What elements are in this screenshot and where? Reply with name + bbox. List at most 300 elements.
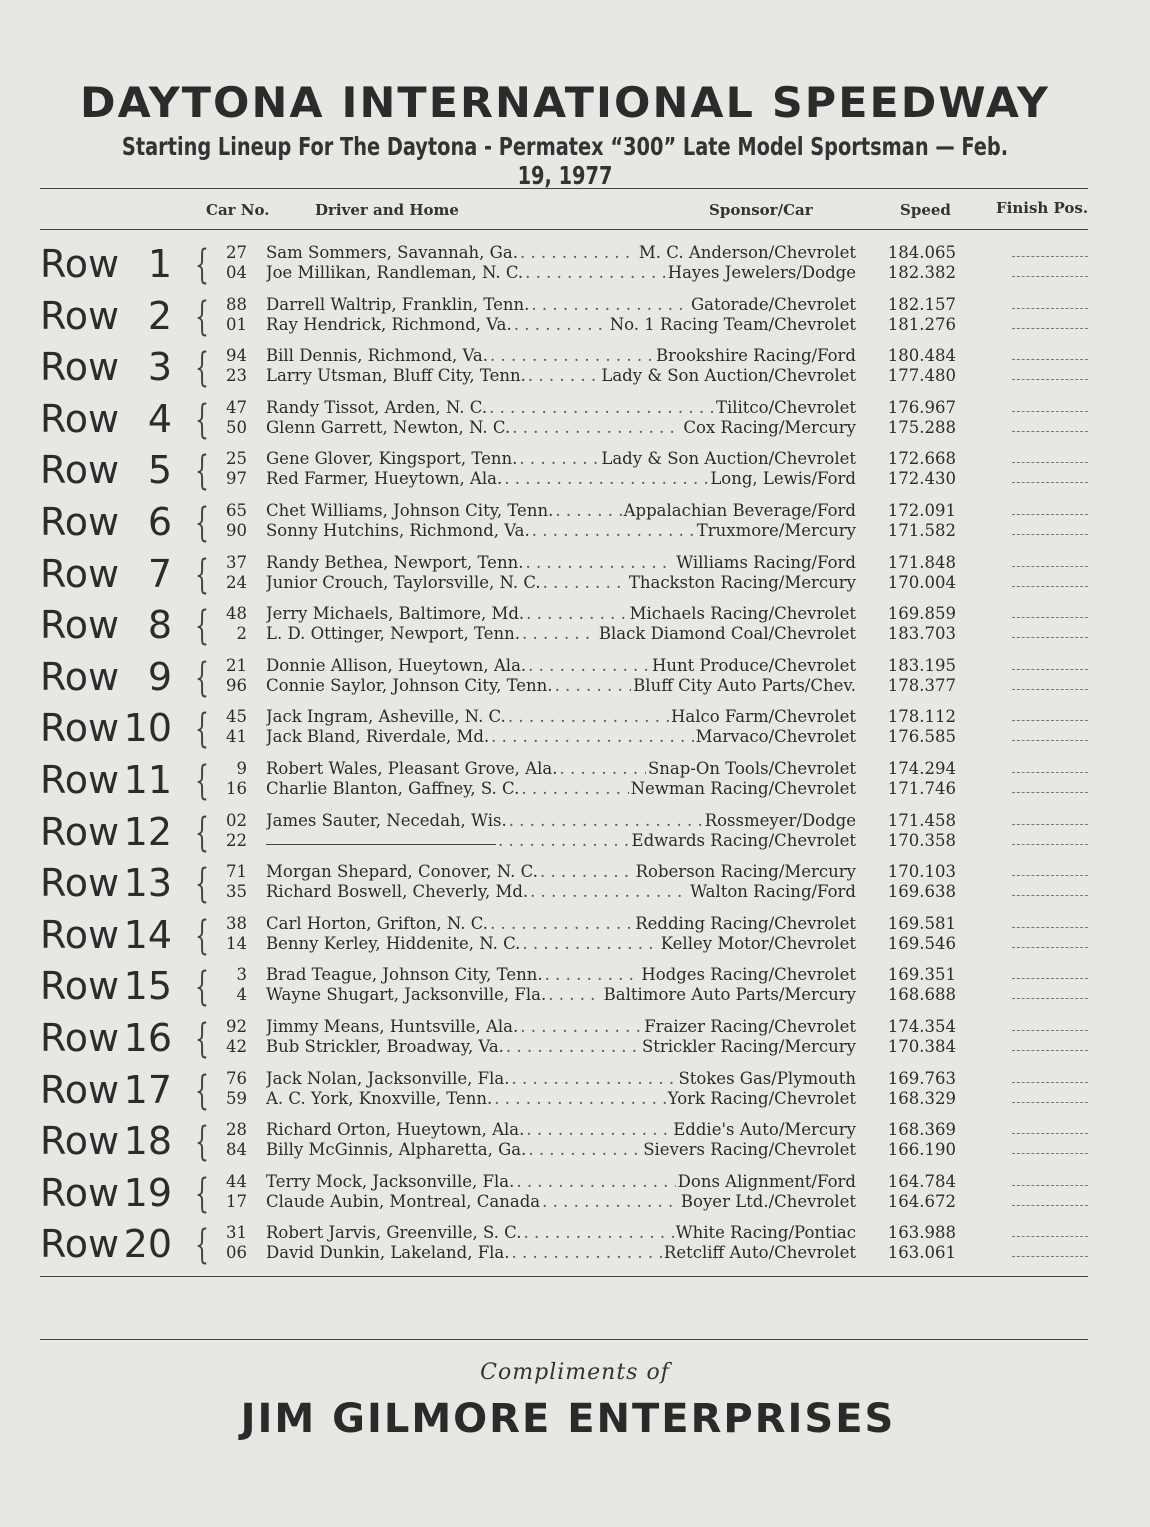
qualifying-speed: 174.354 [887,1016,956,1036]
sponsor-car: Walton Racing/Ford [690,882,856,902]
car-number: 27 [226,243,247,262]
qualifying-speed: 170.358 [887,830,956,850]
sponsor-name: JIM GILMORE ENTERPRISES [240,1396,896,1442]
driver-sponsor-line [266,810,856,831]
row-label [40,499,172,544]
lineup-row [0,550,1150,602]
leader-dots [516,1171,675,1192]
finish-position-blank [1012,720,1088,721]
row-word: Row [40,293,120,338]
qualifying-speed: 171.582 [887,520,956,540]
leader-dots [490,345,654,366]
finish-position-blank [1012,947,1088,948]
driver-and-home: Morgan Shepard, Conover, N. C. [266,862,538,882]
driver-sponsor-line [266,861,856,882]
brace-icon: { [195,964,209,1011]
driver-sponsor-line [266,397,856,418]
sponsor-car: Retcliff Auto/Chevrolet [663,1243,856,1263]
row-label [40,1119,172,1164]
finish-position-blank [1012,1030,1088,1031]
leader-dots [512,417,681,438]
lineup-row [0,704,1150,756]
row-word: Row [40,706,120,751]
brace-icon: { [195,396,209,443]
car-number: 37 [226,552,247,572]
row-word: Row [40,345,120,390]
driver-and-home: Connie Saylor, Johnson City, Tenn. [266,675,553,695]
car-number: 97 [226,469,247,489]
driver-sponsor-line [266,881,856,902]
lineup-row [0,446,1150,498]
sponsor-car: Eddie's Auto/Mercury [673,1120,856,1140]
column-header-sponsor: Sponsor/Car [709,201,813,219]
car-number: 65 [226,500,247,520]
sponsor-car: Boyer Ltd./Chevrolet [680,1191,856,1211]
column-header-driver: Driver and Home [315,201,459,219]
finish-position-blank [1012,1133,1088,1134]
row-word: Row [40,242,120,286]
leader-dots [491,726,693,747]
driver-and-home: Claude Aubin, Montreal, Canada [266,1191,541,1211]
leader-dots [519,448,599,469]
finish-position-blank [1012,824,1088,825]
driver-sponsor-line [266,572,856,593]
finish-position-blank [1012,1185,1088,1186]
brace-icon: { [195,448,209,495]
finish-position-blank [1012,482,1088,483]
sponsor-car: Truxmore/Mercury [696,520,856,540]
driver-sponsor-line [266,242,856,263]
finish-position-blank [1012,637,1088,638]
driver-and-home: James Sauter, Necedah, Wis. [266,810,507,830]
driver-sponsor-line [266,448,856,469]
finish-position-blank [1012,1205,1088,1206]
qualifying-speed: 170.384 [887,1036,956,1056]
blank-driver-line [266,830,496,845]
finish-position-blank [1012,1102,1088,1103]
leader-dots [526,1119,671,1140]
lineup-row [0,859,1150,911]
sponsor-car: Roberson Racing/Mercury [635,862,856,882]
driver-sponsor-line [266,1036,856,1057]
car-number: 38 [226,913,247,933]
row-label [40,1015,172,1060]
driver-and-home: Jerry Michaels, Baltimore, Md. [266,604,525,624]
driver-sponsor-line [266,933,856,954]
car-number: 2 [236,624,247,644]
qualifying-speed: 169.763 [887,1068,956,1088]
row-word: Row [40,499,120,544]
row-word: Row [40,396,120,441]
car-number: 50 [226,417,247,437]
row-word: Row [40,861,120,906]
leader-dots [522,623,597,644]
lineup-row [0,653,1150,705]
car-number: 4 [236,985,247,1005]
brace-icon: { [195,1170,209,1217]
finish-position-blank [1012,617,1088,618]
row-label [40,345,172,390]
driver-and-home: Joe Millikan, Randleman, N. C. [266,263,524,282]
qualifying-speed: 178.112 [887,707,956,727]
driver-and-home: Billy McGinnis, Alpharetta, Ga. [266,1140,527,1160]
row-label [40,1170,172,1215]
brace-icon: { [195,861,209,908]
driver-sponsor-line [266,1191,856,1212]
qualifying-speed: 163.061 [887,1243,956,1263]
leader-dots [548,984,601,1005]
row-number: 15 [123,964,172,1009]
leader-dots [528,655,650,676]
driver-and-home: Larry Utsman, Bluff City, Tenn. [266,366,526,386]
leader-dots [530,881,688,902]
driver-sponsor-line [266,345,856,366]
driver-and-home: Charlie Blanton, Gaffney, S. C. [266,778,520,798]
driver-sponsor-line [266,552,856,573]
driver-sponsor-line [266,984,856,1005]
driver-sponsor-line [266,726,856,747]
row-word: Row [40,448,120,493]
brace-icon: { [195,809,209,856]
driver-sponsor-line [266,964,856,985]
sponsor-car: Gatorade/Chevrolet [690,294,856,314]
car-number: 3 [236,965,247,985]
lineup-row [0,240,1150,292]
qualifying-speed: 170.004 [887,572,956,592]
sponsor-car: Michaels Racing/Chevrolet [629,604,856,624]
car-number: 48 [226,604,247,624]
sponsor-car: Hunt Produce/Chevrolet [651,655,856,675]
leader-dots [543,572,627,593]
finish-position-blank [1012,514,1088,515]
finish-position-blank [1012,276,1088,277]
row-number: 6 [147,499,172,544]
driver-and-home: Red Farmer, Hueytown, Ala. [266,469,503,489]
sponsor-car: Sievers Racing/Chevrolet [643,1140,856,1160]
brace-icon: { [195,654,209,701]
lineup-row [0,1066,1150,1118]
driver-and-home: Carl Horton, Grifton, N. C. [266,913,489,933]
leader-dots [520,1016,642,1037]
qualifying-speed: 174.294 [887,758,956,778]
car-number: 01 [226,314,247,334]
sponsor-car: Strickler Racing/Mercury [641,1036,856,1056]
row-label [40,964,172,1009]
sponsor-car: Bluff City Auto Parts/Chev. [633,675,856,695]
finish-position-blank [1012,1236,1088,1237]
finish-position-blank [1012,740,1088,741]
row-label [40,706,172,751]
row-number: 13 [123,861,172,906]
sponsor-car: Snap-On Tools/Chevrolet [647,758,856,778]
finish-position-blank [1012,844,1088,845]
leader-dots [490,913,633,934]
leader-dots [528,365,600,386]
sponsor-car: Baltimore Auto Parts/Mercury [603,985,856,1005]
car-number: 23 [226,366,247,386]
row-number: 5 [147,448,172,493]
leader-dots [526,603,627,624]
row-word: Row [40,809,120,854]
qualifying-speed: 168.688 [887,985,956,1005]
car-number: 71 [226,862,247,882]
driver-and-home: David Dunkin, Lakeland, Fla. [266,1243,510,1263]
row-number: 1 [147,242,172,286]
driver-sponsor-line [266,1016,856,1037]
driver-and-home: Robert Jarvis, Greenville, S. C. [266,1223,522,1243]
leader-dots [522,933,658,954]
car-number: 84 [226,1140,247,1160]
qualifying-speed: 169.581 [887,913,956,933]
qualifying-speed: 169.546 [887,933,956,953]
driver-and-home: Chet Williams, Johnson City, Tenn. [266,500,554,520]
car-number: 59 [226,1088,247,1108]
finish-position-blank [1012,1153,1088,1154]
header-top-rule [40,188,1088,189]
leader-dots [545,964,640,985]
lineup-row [0,962,1150,1014]
leader-dots [504,468,708,489]
column-header-speed: Speed [900,201,951,219]
row-number: 16 [123,1015,172,1060]
finish-position-blank [1012,586,1088,587]
brace-icon: { [195,345,209,392]
leader-dots [498,830,630,851]
driver-and-home: Randy Tissot, Arden, N. C. [266,397,488,417]
finish-position-blank [1012,534,1088,535]
lineup-row [0,1014,1150,1066]
brace-icon: { [195,603,209,650]
sponsor-car: Rossmeyer/Dodge [704,810,856,830]
driver-and-home: Bill Dennis, Richmond, Va. [266,346,488,366]
driver-and-home: Darrell Waltrip, Franklin, Tenn. [266,294,530,314]
sponsor-car: Cox Racing/Mercury [683,417,856,437]
driver-sponsor-line [266,314,856,335]
car-number: 35 [226,882,247,902]
qualifying-speed: 177.480 [887,366,956,386]
driver-and-home: L. D. Ottinger, Newport, Tenn. [266,624,520,644]
sponsor-car: Thackston Racing/Mercury [628,572,856,592]
row-number: 7 [147,551,172,596]
compliments-text: Compliments of [480,1360,670,1385]
brace-icon: { [195,242,209,288]
row-number: 10 [123,706,172,751]
qualifying-speed: 176.585 [887,727,956,747]
leader-dots [521,778,628,799]
driver-and-home: Wayne Shugart, Jacksonville, Fla. [266,985,547,1005]
car-number: 28 [226,1120,247,1140]
driver-and-home: Ray Hendrick, Richmond, Va. [266,314,512,334]
row-label [40,603,172,648]
finish-position-blank [1012,927,1088,928]
leader-dots [509,810,703,831]
row-number: 9 [147,654,172,699]
lineup-row [0,756,1150,808]
driver-sponsor-line [266,706,856,727]
qualifying-speed: 172.091 [887,500,956,520]
row-label [40,912,172,957]
leader-dots [489,397,714,418]
driver-and-home: Junior Crouch, Taylorsville, N. C. [266,572,541,592]
car-number: 22 [226,830,247,850]
sponsor-car: Redding Racing/Chevrolet [635,913,856,933]
row-word: Row [40,1015,120,1060]
leader-dots [514,314,608,335]
row-word: Row [40,654,120,699]
car-number: 42 [226,1036,247,1056]
driver-and-home: Jack Nolan, Jacksonville, Fla. [266,1068,510,1088]
qualifying-speed: 172.668 [887,449,956,469]
car-number: 21 [226,655,247,675]
row-number: 8 [147,603,172,648]
sponsor-car: Fraizer Racing/Chevrolet [644,1016,856,1036]
brace-icon: { [195,293,209,340]
driver-and-home: Jimmy Means, Huntsville, Ala. [266,1016,519,1036]
row-word: Row [40,912,120,957]
brace-icon: { [195,912,209,959]
car-number: 14 [226,933,247,953]
qualifying-speed: 182.157 [887,294,956,314]
driver-sponsor-line [266,1222,856,1243]
lineup-table [0,240,1150,1272]
leader-dots [520,242,637,263]
row-number: 14 [123,912,172,957]
lineup-row [0,395,1150,447]
finish-position-blank [1012,566,1088,567]
brace-icon: { [195,551,209,598]
qualifying-speed: 169.638 [887,882,956,902]
finish-position-blank [1012,359,1088,360]
leader-dots [540,861,634,882]
sponsor-car: No. 1 Racing Team/Chevrolet [609,314,856,334]
driver-sponsor-line [266,675,856,696]
finish-position-blank [1012,308,1088,309]
sponsor-car: Black Diamond Coal/Chevrolet [598,624,856,644]
sponsor-car: Long, Lewis/Ford [710,469,856,489]
driver-sponsor-line [266,1171,856,1192]
row-number: 2 [147,293,172,338]
sponsor-car: Dons Alignment/Ford [677,1171,856,1191]
driver-and-home: Richard Orton, Hueytown, Ala. [266,1120,525,1140]
car-number: 92 [226,1016,247,1036]
finish-position-blank [1012,431,1088,432]
lineup-row [0,1220,1150,1272]
car-number: 16 [226,778,247,798]
brace-icon: { [195,706,209,753]
car-number: 9 [236,758,247,778]
finish-position-blank [1012,792,1088,793]
driver-sponsor-line [266,830,856,851]
driver-and-home: Sonny Hutchins, Richmond, Va. [266,520,530,540]
driver-sponsor-line [266,1088,856,1109]
finish-position-blank [1012,998,1088,999]
driver-sponsor-line [266,417,856,438]
finish-position-blank [1012,462,1088,463]
row-label [40,654,172,699]
driver-sponsor-line [266,1139,856,1160]
qualifying-speed: 164.672 [887,1191,956,1211]
driver-sponsor-line [266,758,856,779]
qualifying-speed: 176.967 [887,397,956,417]
driver-sponsor-line [266,1068,856,1089]
driver-and-home: Benny Kerley, Hiddenite, N. C. [266,933,521,953]
driver-and-home: Richard Boswell, Cheverly, Md. [266,882,529,902]
row-label [40,1067,172,1112]
car-number: 76 [226,1068,247,1088]
driver-sponsor-line [266,1119,856,1140]
leader-dots [525,552,674,573]
driver-sponsor-line [266,520,856,541]
row-label [40,242,172,286]
brace-icon: { [195,499,209,546]
finish-position-blank [1012,411,1088,412]
column-header-finish: Finish Pos. [996,199,1089,217]
finish-position-blank [1012,1082,1088,1083]
qualifying-speed: 169.351 [887,965,956,985]
driver-and-home: Jack Bland, Riverdale, Md. [266,727,490,747]
driver-sponsor-line [266,294,856,315]
footer-rule [40,1339,1088,1340]
brace-icon: { [195,757,209,804]
qualifying-speed: 164.784 [887,1171,956,1191]
qualifying-speed: 170.103 [887,862,956,882]
car-number: 90 [226,520,247,540]
sponsor-car: Appalachian Beverage/Ford [623,500,856,520]
row-label [40,448,172,493]
row-word: Row [40,1170,120,1215]
brace-icon: { [195,1222,209,1269]
car-number: 24 [226,572,247,592]
finish-position-blank [1012,1256,1088,1257]
lineup-row [0,292,1150,344]
row-label [40,396,172,441]
leader-dots [511,1068,676,1089]
leader-dots [531,294,689,315]
sponsor-car: Brookshire Racing/Ford [656,346,856,366]
brace-icon: { [195,1119,209,1166]
sponsor-car: Marvaco/Chevrolet [695,727,856,747]
finish-position-blank [1012,1050,1088,1051]
driver-and-home: Brad Teague, Johnson City, Tenn. [266,965,543,985]
driver-and-home: Terry Mock, Jacksonville, Fla. [266,1171,515,1191]
finish-position-blank [1012,669,1088,670]
driver-sponsor-line [266,500,856,521]
qualifying-speed: 182.382 [887,263,956,282]
car-number: 04 [226,263,247,282]
driver-and-home: Gene Glover, Kingsport, Tenn. [266,449,518,469]
row-label [40,861,172,906]
car-number: 02 [226,810,247,830]
brace-icon: { [195,1067,209,1114]
leader-dots [508,706,669,727]
qualifying-speed: 171.746 [887,778,956,798]
leader-dots [542,1191,679,1212]
qualifying-speed: 169.859 [887,604,956,624]
row-number: 11 [123,757,172,802]
finish-position-blank [1012,256,1088,257]
lineup-row [0,1117,1150,1169]
row-label [40,293,172,338]
qualifying-speed: 166.190 [887,1140,956,1160]
sponsor-car: Edwards Racing/Chevrolet [631,830,856,850]
leader-dots [523,1222,673,1243]
leader-dots [506,1036,640,1057]
car-number: 17 [226,1191,247,1211]
sponsor-car: Kelley Motor/Chevrolet [660,933,856,953]
row-label [40,1222,172,1267]
car-number: 41 [226,727,247,747]
row-number: 19 [123,1170,172,1215]
